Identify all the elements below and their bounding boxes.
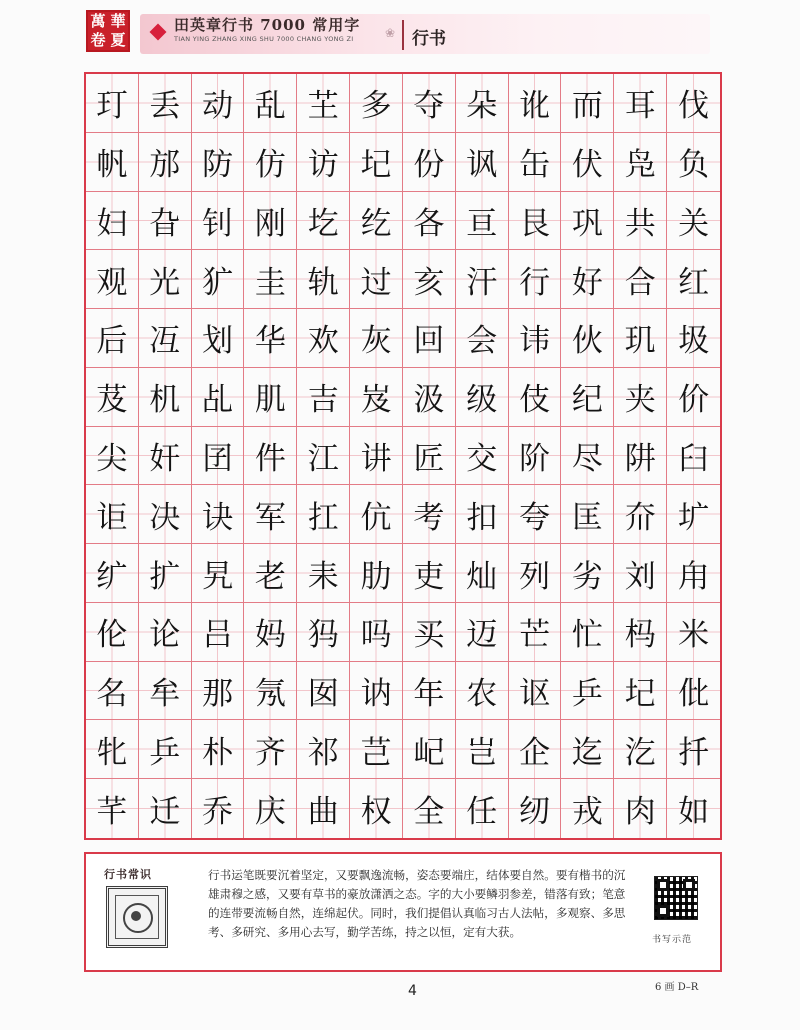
character-cell: 芑 [350, 720, 403, 779]
character-cell: 欢 [297, 309, 350, 368]
character-cell: 汔 [614, 720, 667, 779]
character-cell: 艮 [509, 192, 562, 251]
character-cell: 刚 [244, 192, 297, 251]
character-cell: 乩 [192, 368, 245, 427]
character-cell: 迄 [561, 720, 614, 779]
character-cell: 名 [86, 662, 139, 721]
character-cell: 价 [667, 368, 720, 427]
character-cell: 年 [403, 662, 456, 721]
character-cell: 江 [297, 427, 350, 486]
character-cell: 扛 [297, 485, 350, 544]
character-cell: 华 [244, 309, 297, 368]
character-cell: 岌 [350, 368, 403, 427]
character-cell: 圮 [614, 662, 667, 721]
character-cell: 划 [192, 309, 245, 368]
character-cell: 决 [139, 485, 192, 544]
character-cell: 伎 [509, 368, 562, 427]
character-cell: 纥 [350, 192, 403, 251]
character-cell: 乔 [192, 779, 245, 838]
character-cell: 妇 [86, 192, 139, 251]
character-cell: 忙 [561, 603, 614, 662]
character-cell: 讳 [509, 309, 562, 368]
character-cell: 回 [403, 309, 456, 368]
character-cell: 朵 [456, 74, 509, 133]
character-cell: 巩 [561, 192, 614, 251]
character-cell: 讴 [509, 662, 562, 721]
character-cell: 夺 [403, 74, 456, 133]
character-cell: 甪 [667, 544, 720, 603]
character-cell: 农 [456, 662, 509, 721]
character-cell: 纫 [509, 779, 562, 838]
character-cell: 扦 [667, 720, 720, 779]
character-cell: 动 [192, 74, 245, 133]
character-cell: 圾 [667, 309, 720, 368]
auspicious-emblem-icon [106, 886, 168, 948]
character-cell: 肉 [614, 779, 667, 838]
character-cell: 圹 [667, 485, 720, 544]
practice-grid [84, 72, 722, 840]
character-cell: 乒 [561, 662, 614, 721]
character-cell: 圭 [244, 250, 297, 309]
character-cell: 伙 [561, 309, 614, 368]
character-cell: 杩 [614, 603, 667, 662]
ornament-icon: ❀ [385, 26, 396, 40]
character-cell: 囝 [192, 427, 245, 486]
character-cell: 扩 [139, 544, 192, 603]
character-cell: 过 [350, 250, 403, 309]
character-cell: 凫 [614, 133, 667, 192]
seal-char: 卷 [90, 31, 106, 49]
character-cell: 讽 [456, 133, 509, 192]
character-cell: 多 [350, 74, 403, 133]
character-cell: 妈 [244, 603, 297, 662]
character-cell: 交 [456, 427, 509, 486]
character-cell: 防 [192, 133, 245, 192]
character-cell: 全 [403, 779, 456, 838]
info-box [84, 852, 722, 972]
character-cell: 奸 [139, 427, 192, 486]
character-cell: 关 [667, 192, 720, 251]
character-cell: 屺 [403, 720, 456, 779]
character-cell: 吕 [192, 603, 245, 662]
seal-char: 萬 [90, 12, 106, 30]
character-cell: 玎 [86, 74, 139, 133]
character-cell: 圮 [350, 133, 403, 192]
character-cell: 机 [139, 368, 192, 427]
character-cell: 耒 [297, 544, 350, 603]
character-cell: 共 [614, 192, 667, 251]
character-cell: 灰 [350, 309, 403, 368]
character-cell: 汗 [456, 250, 509, 309]
character-cell: 讲 [350, 427, 403, 486]
character-cell: 囡 [297, 662, 350, 721]
character-cell: 吏 [403, 544, 456, 603]
page-number: 4 [408, 983, 417, 999]
character-cell: 玑 [614, 309, 667, 368]
character-cell: 仳 [667, 662, 720, 721]
book-subtitle: TIAN YING ZHANG XING SHU 7000 CHANG YONG ZI [174, 35, 354, 43]
character-cell: 负 [667, 133, 720, 192]
character-cell: 丢 [139, 74, 192, 133]
character-cell: 芨 [86, 368, 139, 427]
character-cell: 犷 [192, 250, 245, 309]
character-cell: 光 [139, 250, 192, 309]
character-cell: 夹 [614, 368, 667, 427]
character-cell: 庆 [244, 779, 297, 838]
character-cell: 耳 [614, 74, 667, 133]
character-cell: 伉 [350, 485, 403, 544]
section-label: 行书 [412, 29, 446, 49]
character-cell: 劣 [561, 544, 614, 603]
character-cell: 朴 [192, 720, 245, 779]
character-cell: 迁 [139, 779, 192, 838]
qr-label: 书写示范 [652, 935, 693, 945]
character-cell: 氖 [244, 662, 297, 721]
character-cell: 级 [456, 368, 509, 427]
character-cell: 旯 [192, 544, 245, 603]
character-cell: 乱 [244, 74, 297, 133]
character-cell: 灿 [456, 544, 509, 603]
character-cell: 钊 [192, 192, 245, 251]
character-cell: 任 [456, 779, 509, 838]
character-cell: 买 [403, 603, 456, 662]
character-cell: 亥 [403, 250, 456, 309]
character-cell: 份 [403, 133, 456, 192]
character-cell: 亘 [456, 192, 509, 251]
character-cell: 纩 [86, 544, 139, 603]
character-cell: 迈 [456, 603, 509, 662]
seal-char: 夏 [110, 31, 126, 49]
character-cell: 吉 [297, 368, 350, 427]
character-cell: 帆 [86, 133, 139, 192]
character-cell: 夸 [509, 485, 562, 544]
character-cell: 讹 [509, 74, 562, 133]
character-cell: 观 [86, 250, 139, 309]
character-cell: 伐 [667, 74, 720, 133]
character-cell: 乒 [139, 720, 192, 779]
character-cell: 岂 [456, 720, 509, 779]
character-cell: 旮 [139, 192, 192, 251]
character-cell: 会 [456, 309, 509, 368]
character-cell: 犸 [297, 603, 350, 662]
character-cell: 企 [509, 720, 562, 779]
character-cell: 轨 [297, 250, 350, 309]
publisher-seal [86, 10, 130, 52]
character-cell: 阶 [509, 427, 562, 486]
book-title: 田英章行书 7000 常用字 [174, 16, 361, 34]
character-cell: 匠 [403, 427, 456, 486]
character-cell: 而 [561, 74, 614, 133]
character-cell: 件 [244, 427, 297, 486]
character-cell: 冱 [139, 309, 192, 368]
character-cell: 缶 [509, 133, 562, 192]
character-cell: 戎 [561, 779, 614, 838]
character-cell: 扣 [456, 485, 509, 544]
character-cell: 芊 [86, 779, 139, 838]
character-cell: 权 [350, 779, 403, 838]
character-cell: 讵 [86, 485, 139, 544]
character-cell: 如 [667, 779, 720, 838]
character-cell: 访 [297, 133, 350, 192]
header-divider [402, 20, 404, 50]
seal-char: 華 [110, 12, 126, 30]
character-cell: 齐 [244, 720, 297, 779]
qr-code-icon[interactable] [654, 876, 698, 920]
character-cell: 合 [614, 250, 667, 309]
character-cell: 考 [403, 485, 456, 544]
character-cell: 牟 [139, 662, 192, 721]
character-cell: 夼 [614, 485, 667, 544]
character-cell: 纪 [561, 368, 614, 427]
character-cell: 肌 [244, 368, 297, 427]
character-cell: 诀 [192, 485, 245, 544]
character-cell: 圪 [297, 192, 350, 251]
character-cell: 芏 [297, 74, 350, 133]
character-cell: 论 [139, 603, 192, 662]
character-cell: 米 [667, 603, 720, 662]
character-cell: 祁 [297, 720, 350, 779]
character-cell: 各 [403, 192, 456, 251]
character-cell: 牝 [86, 720, 139, 779]
character-cell: 匡 [561, 485, 614, 544]
character-cell: 老 [244, 544, 297, 603]
character-cell: 仿 [244, 133, 297, 192]
character-cell: 吗 [350, 603, 403, 662]
character-cell: 军 [244, 485, 297, 544]
section-code: 6 画 D–R [655, 982, 699, 993]
character-cell: 曲 [297, 779, 350, 838]
character-cell: 伏 [561, 133, 614, 192]
character-cell: 阱 [614, 427, 667, 486]
character-cell: 讷 [350, 662, 403, 721]
info-paragraph [208, 866, 628, 942]
character-cell: 那 [192, 662, 245, 721]
character-cell: 后 [86, 309, 139, 368]
character-cell: 臼 [667, 427, 720, 486]
character-cell: 伦 [86, 603, 139, 662]
character-cell: 尖 [86, 427, 139, 486]
character-cell: 列 [509, 544, 562, 603]
character-cell: 行 [509, 250, 562, 309]
character-cell: 芒 [509, 603, 562, 662]
info-paragraph-text: 行书运笔既要沉着坚定，又要飘逸流畅，姿态要端庄，结体要自然。要有楷书的沉雄肃穆之感，又要有草书的豪放潇洒之态。字的大小要鳞羽参差，错落有致；笔意的连带要流畅自然，连绵起伏。同时，我们提倡认真临习古人法帖，多观察、多思考、多研究、多用心去写，勤学苦练，持之以恒，定有大获。 [208, 868, 626, 939]
character-cell: 刘 [614, 544, 667, 603]
info-label: 行书常识 [104, 868, 152, 881]
character-cell: 肋 [350, 544, 403, 603]
character-cell: 红 [667, 250, 720, 309]
character-cell: 汲 [403, 368, 456, 427]
character-cell: 邡 [139, 133, 192, 192]
character-cell: 好 [561, 250, 614, 309]
character-cell: 尽 [561, 427, 614, 486]
